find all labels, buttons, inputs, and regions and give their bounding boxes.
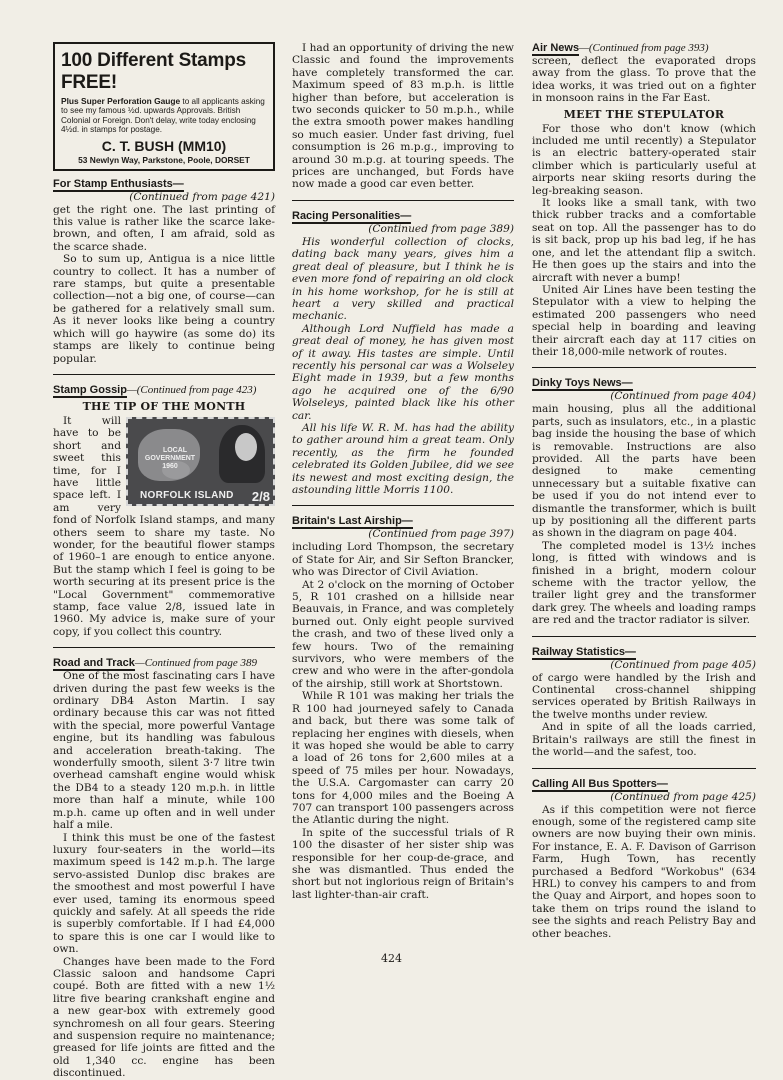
paragraph: of cargo were handled by the Irish and Continental cross-channel shipping services operated by British Railways in the twelve months under review. <box>532 671 756 721</box>
divider <box>53 647 275 648</box>
heading-britains-last-airship: Britain's Last Airship— <box>292 515 413 528</box>
ad-body-bold: Plus Super Perforation Gauge <box>61 96 181 106</box>
paragraph: In spite of the successful trials of R 100 the disaster of her sister ship was responsible for her coup-de-grace, and she was dismantled. Thus ended the short but not inglorious reign of Britain's last lighter-than-air craft. <box>292 826 514 901</box>
heading-dinky-toys-news: Dinky Toys News— <box>532 377 633 390</box>
paragraph: It looks like a small tank, with two thick rubber tracks and a comfortable seat on top. All the passenger has to do is sit back, prop up his bad leg, if he has one, and let the attendant flip a switch. He then goes up the stairs and into the aircraft with never a bump! <box>532 197 756 284</box>
paragraph: While R 101 was making her trials the R 100 had journeyed safely to Canada and back, but there was some talk of replacing her engines with diesels, when it was hoped she would be able to carry a load of 26 tons for 2,600 miles at a speed of 75 miles per hour. Nowadays, the U.S.A. Cargomaster can carry 20 tons for 4,000 miles and the Boeing A 707 can transport 100 passengers across the Atlantic during the night. <box>292 690 514 827</box>
heading-stamp-enthusiasts: For Stamp Enthusiasts— <box>53 177 184 190</box>
paragraph: For those who don't know (which included me until recently) a Stepulator is an electric battery-operated stair climber which is particularly useful at airports near skiing resorts during the leg-breaking season. <box>532 122 756 197</box>
column-left <box>53 42 275 1080</box>
heading-stamp-gossip: Stamp Gossip—(Continued from page 423) <box>53 383 257 396</box>
heading-calling-all-bus-spotters: Calling All Bus Spotters— <box>532 777 668 790</box>
ad-title: 100 Different Stamps FREE! <box>61 50 247 93</box>
paragraph: United Air Lines have been testing the Stepulator with a view to helping the estimated 200 passengers who need special help in boarding and leaving their aircraft each day at 117 cities on their 18,000-mile network of routes. <box>532 283 756 358</box>
divider <box>292 200 514 201</box>
subheading-tip-of-month: THE TIP OF THE MONTH <box>82 399 246 413</box>
paragraph: All his life W. R. M. has had the ability to gather around him a great team. Only recently, as the firm he founded celebrated its Golden Jubilee, did we see its newest and most exciting design, the astounding little Morris 1100. <box>292 421 514 496</box>
heading-railway-statistics: Railway Statistics— <box>532 645 636 658</box>
paragraph: The completed model is 13½ inches long, is fitted with windows and is finished in a bright, modern colour scheme with the tractor yellow, the trailer light grey and the transformer dark grey. The wheels and loading ramps are red and the tractor radiator is silver. <box>532 539 756 627</box>
heading-racing-personalities: Racing Personalities— <box>292 209 412 222</box>
column-right <box>532 42 756 940</box>
stamp-caption: LOCAL GOVERNMENT 1960 <box>144 446 196 470</box>
subheading-stepulator: MEET THE STEPULATOR <box>563 107 725 121</box>
continued-note: (Continued from page 405) <box>610 658 756 671</box>
stamp-advert <box>53 42 275 171</box>
divider <box>532 768 756 769</box>
paragraph: His wonderful collection of clocks, dating back many years, gives him a great deal of pleasure, but I think he is even more fond of repairing an old clock in his home workshop, for he is still at heart a very skilled and practical mechanic. <box>292 235 514 323</box>
page-number: 424 <box>381 952 402 965</box>
paragraph: And in spite of all the loads carried, Britain's railways are still the finest in the world—and the safest, too. <box>532 721 756 759</box>
column-middle <box>292 42 514 901</box>
paragraph: Changes have been made to the Ford Classic saloon and handsome Capri coupé. Both are fitted with a new 1½ litre five bearing crankshaft engine and a new gear-box with extremely good synchromesh on all four gears. Steering and suspension require no maintenance; greased for life joints are fitted and the old 1,340 cc. engine has been discontinued. <box>53 955 275 1080</box>
continued-note: (Continued from page 397) <box>368 528 514 541</box>
stamp-value: 2/8 <box>251 488 270 504</box>
paragraph: I think this must be one of the fastest luxury four-seaters in the world—its maximum speed is 142 m.p.h. The large servo-assisted Dunlop disc brakes are the smoothest and most powerful I have ever used, taming its enormous speed quickly and safely. At all speeds the ride is superbly comfortable. If I had £4,000 to spare this is one car I would like to own. <box>53 831 275 956</box>
ad-address: 53 Newlyn Way, Parkstone, Poole, DORSET <box>78 154 250 165</box>
continued-note: (Continued from page 389) <box>368 222 514 235</box>
paragraph: screen, deflect the evaporated drops away from the glass. To prove that the idea works, it was tried out on a fighter in monsoon rains in the Far East. <box>532 55 756 105</box>
continued-note: (Continued from page 404) <box>610 390 756 403</box>
paragraph: including Lord Thompson, the secretary of State for Air, and Sir Sefton Brancker, who was Director of Civil Aviation. <box>292 541 514 579</box>
paragraph: One of the most fascinating cars I have driven during the past few weeks is the ordinary DB4 Aston Martin. I say ordinary because this car was not fitted with the special, more powerful Vantage engine, but its handling was fabulous and acceleration breath-taking. The wonderfully smooth, silent 3·7 litre twin overhead camshaft engine would whisk the DB4 to a steady 120 m.p.h. in little more than half a minute, while 100 m.p.h. came up often and in well under half a mile. <box>53 670 275 832</box>
heading-road-and-track: Road and Track—Continued from page 389 <box>53 657 258 670</box>
divider <box>532 367 756 368</box>
paragraph: So to sum up, Antigua is a nice little country to collect. It has a number of rare stamps, but quite a presentable collection—not a big one, of course—can be gathered for a relatively small sum. As it never looks like being a country which will go haywire (as some do) its stamps are likely to continue being popular. <box>53 253 275 365</box>
continued-note: (Continued from page 425) <box>610 790 756 803</box>
paragraph: main housing, plus all the additional parts, such as insulators, etc., in a plastic bag inside the housing the base of which is removable. Instructions are also provided. All the parts have been designed to make cementing unnecessary but a suitable fixative can be used if you do not intend ever to dismantle the transformer, which is built up by positioning all the different parts as shown in the diagram on page 404. <box>532 403 756 540</box>
ad-body-text: to all applicants asking to see my famous ½d. upwards Approvals. British Colonial or Foreign. Don't delay, write today enclosing 4½d. in stamps for postage. <box>61 97 265 135</box>
divider <box>53 374 275 375</box>
heading-air-news: Air News—(Continued from page 393) <box>532 42 709 54</box>
stamp-country: NORFOLK ISLAND <box>140 489 234 501</box>
paragraph: As if this competition were not fierce enough, some of the registered camp site owners are now buying their own minis. For instance, E. A. F. Davison of Garrison Farm, Hugh Town, has recently purchased a Bedford "Workobus" (634 HRL) to convey his campers to and from the Quay and Airport, and hopes soon to take them on trips round the island to see the sights and reach Pelistry Bay and other beaches. <box>532 803 756 940</box>
paragraph: I had an opportunity of driving the new Classic and found the improvements have completely transformed the car. Maximum speed of 83 m.p.h. is little higher than before, but acceleration is two seconds quicker to 50 m.p.h., while the extra smooth power makes handling so much easier. Under fast driving, fuel consumption is 26 m.p.g., improving to around 30 m.p.g. at touring speeds. The prices are unchanged, but Fords have now made a good car even better. <box>292 42 514 191</box>
paragraph: get the right one. The last printing of this value is rather like the scarce lake-brown, and often, I am afraid, sold as the scarce shade. <box>53 203 275 253</box>
ad-body <box>61 97 267 135</box>
continued-note: (Continued from page 421) <box>129 190 275 203</box>
ad-advertiser: C. T. BUSH (MM10) <box>101 137 227 154</box>
paragraph: At 2 o'clock on the morning of October 5, R 101 crashed on a hillside near Beauvais, in France, and was completely burned out. Only eight people survived the crash, and two of these lived only a few hours. Two of the remaining survivors, who were members of the crew and who were in the after-gondola of the airship, still work at Shortstown. <box>292 578 514 690</box>
divider <box>532 636 756 637</box>
paragraph: Although Lord Nuffield has made a great deal of money, he has given most of it away. His tastes are simple. Until recently his personal car was a Wolseley Eight made in 1939, but a few months ago he acquired one of the 6/90 Wolseleys, painted black like his other car. <box>292 322 514 422</box>
norfolk-island-stamp-image <box>126 417 275 506</box>
paragraph: LOCAL GOVERNMENT 1960 NORFOLK ISLAND 2/8 It will have to be short and sweet this time, for I have little space left. I am very fond of Norfolk Island stamps, and many others seem to share my taste. No wonder, for the beautiful flower stamps of 1960–1 are enough to entice anyone. But the stamp which I feel is going to be worth securing at its present price is the "Local Government" commemorative stamp, face value 2/8, issued late in 1960. My advice is, make sure of your copy, if you collect this country. <box>53 414 275 638</box>
divider <box>292 505 514 506</box>
